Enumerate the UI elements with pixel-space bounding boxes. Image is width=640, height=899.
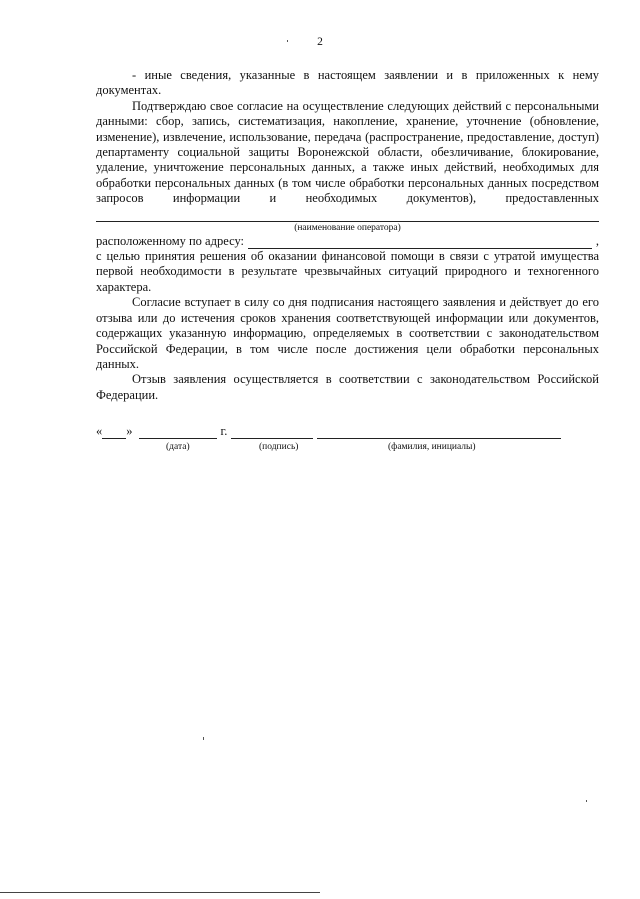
- month-field[interactable]: [139, 426, 217, 439]
- paragraph-validity: Согласие вступает в силу со дня подписания настоящего заявления и действует до его отзыва или до истечения сроков хранения соответствующей информации или документов, содержащих указанную информацию, определяемых в соответствии с законодательством Российской Федерации, в том числе после достижения цели обработки персональных данных.: [96, 295, 599, 371]
- operator-name-line[interactable]: [96, 209, 599, 222]
- open-quote: «: [96, 424, 103, 438]
- address-row: [96, 234, 599, 249]
- address-label: расположенному по адресу:: [96, 233, 245, 248]
- bottom-rule: [0, 892, 320, 893]
- signature-block: [96, 424, 566, 453]
- scan-speck: [287, 40, 288, 42]
- signature-row: [96, 424, 566, 439]
- operator-caption: (наименование оператора): [294, 222, 401, 233]
- year-suffix: г.: [220, 424, 228, 438]
- paragraph-purpose: с целью принятия решения об оказании финансовой помощи в связи с утратой имущества первой необходимости в результате чрезвычайных ситуаций природного и техногенного характера.: [96, 249, 599, 294]
- page-number: 2: [317, 36, 323, 48]
- consent-text: [96, 68, 599, 403]
- paragraph-other-info: - иные сведения, указанные в настоящем заявлении и в приложенных к нему документах.: [96, 68, 599, 98]
- scan-speck: [586, 800, 587, 802]
- close-quote: »: [126, 424, 133, 438]
- address-line[interactable]: [248, 236, 592, 249]
- day-field[interactable]: [102, 426, 126, 439]
- name-caption: (фамилия, инициалы): [388, 442, 476, 452]
- name-field[interactable]: [317, 426, 561, 439]
- signature-field[interactable]: [231, 426, 313, 439]
- scan-speck: [203, 737, 204, 740]
- address-comma: ,: [595, 233, 599, 248]
- paragraph-revocation: Отзыв заявления осуществляется в соответствии с законодательством Российской Федерации.: [96, 372, 599, 402]
- paragraph-consent: Подтверждаю свое согласие на осуществление следующих действий с персональными данными: сбор, запись, систематизация, накопление, хранение, уточнение (обновление, изменение), извлечение, использование, передача (распространение, предоставление, доступ) департаменту социальной защиты Воронежской области, обезличивание, блокирование, удаление, уничтожение персональных данных, а также иных действий, необходимых для обработки персональных данных (в том числе обработки персональных данных посредством запросов информации и необходимых документов), предоставленных: [96, 98, 599, 206]
- signature-captions: [96, 439, 566, 453]
- signature-caption: (подпись): [259, 442, 299, 452]
- date-caption: (дата): [166, 442, 190, 452]
